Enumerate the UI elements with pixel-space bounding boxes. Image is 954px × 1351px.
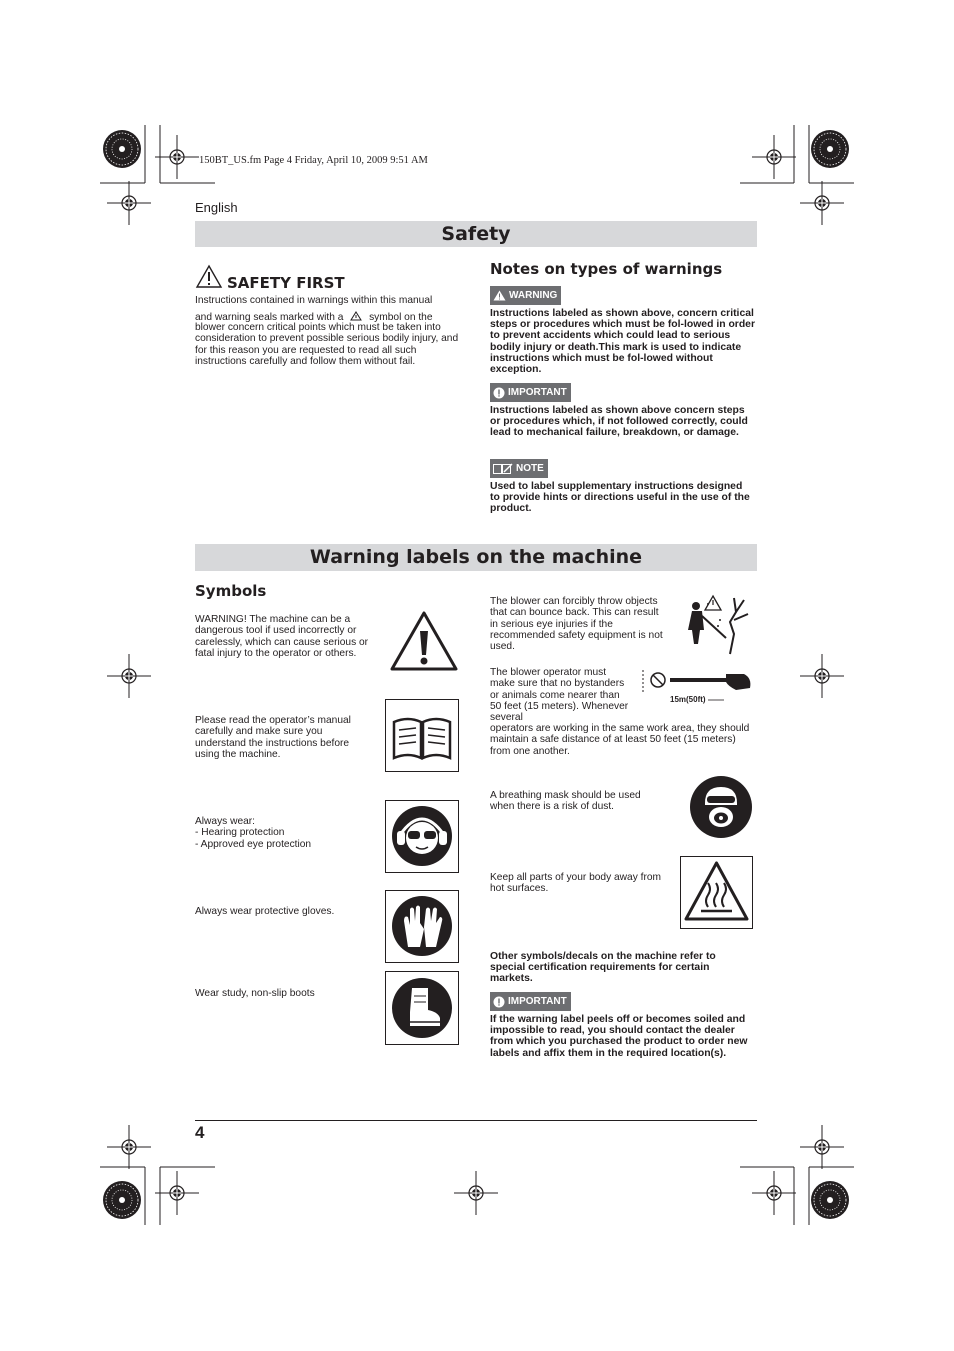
thrown-objects-icon — [672, 592, 756, 662]
safety-heading: Safety — [195, 221, 757, 247]
symbols-title: Symbols — [195, 582, 267, 600]
note-description: Used to label supplementary instructions designed to provide hints or directions useful in the use of the product. — [490, 481, 750, 515]
exclamation-circle-icon — [493, 387, 505, 399]
note-pencil-icon — [493, 463, 513, 475]
hot-surface-icon — [680, 856, 753, 929]
warning-tag — [490, 286, 561, 305]
labels-important-tag — [490, 992, 571, 1011]
labels-important-tag-label: IMPORTANT — [508, 996, 567, 1007]
safety-first-body: blower concern critical points which must be taken into consideration to prevent possible serious bodily injury, and for this reason you are requested to read all such instructions carefully and follow them without fail. — [195, 322, 459, 367]
other-symbols-text: Other symbols/decals on the machine refer to special certification requirements for certain markets. — [490, 951, 716, 985]
symbol-distance-text-1: The blower operator must make sure that no bystanders or animals come nearer than 50 feet (15 meters). Whenever several — [490, 667, 629, 724]
wear-eye: - Approved eye protection — [195, 838, 312, 850]
safety-first-line2b: symbol on the — [369, 312, 433, 323]
label-replacement-text: If the warning label peels off or becomes soiled and impossible to read, you should contact the dealer from which you purchased the product to order new labels and affix them in the required location(s). — [490, 1014, 748, 1059]
symbol-manual-text: Please read the operator’s manual carefully and make sure you understand the instructions before using the machine. — [195, 715, 351, 760]
warning-tag-label: WARNING — [509, 290, 558, 301]
breathing-mask-icon — [689, 775, 753, 839]
important-description: Instructions labeled as shown above concern steps or procedures which, if not followed correctly, could lead to mechanical failure, breakdown, or damage. — [490, 405, 748, 439]
inline-warning-icon — [350, 311, 362, 321]
footer-rule — [195, 1120, 757, 1121]
language-label: English — [195, 200, 238, 215]
read-manual-icon — [385, 699, 459, 772]
symbol-warning-text: WARNING! The machine can be a dangerous tool if used incorrectly or carelessly, which can cause serious or fatal injury to the operator or others. — [195, 614, 369, 659]
note-tag-label: NOTE — [516, 463, 544, 474]
warning-labels-heading: Warning labels on the machine — [195, 544, 757, 571]
symbol-boots-text: Wear study, non-slip boots — [195, 988, 315, 999]
warning-triangle-icon — [195, 264, 223, 289]
note-tag — [490, 459, 548, 478]
safe-distance-icon — [640, 664, 756, 708]
symbol-gloves-text: Always wear protective gloves. — [195, 906, 335, 917]
warning-exclamation-icon — [388, 609, 460, 673]
important-tag-label: IMPORTANT — [508, 387, 567, 398]
symbol-distance-text-2: operators are working in the same work area, they should maintain a safe distance of at least 50 feet (15 meters) from one another. — [490, 723, 750, 757]
symbol-wear-text — [195, 816, 370, 850]
important-tag — [490, 383, 571, 402]
symbol-mask-text: A breathing mask should be used when there is a risk of dust. — [490, 790, 641, 813]
ear-eye-protection-icon — [385, 800, 459, 873]
boots-icon — [385, 971, 459, 1045]
file-header: 150BT_US.fm Page 4 Friday, April 10, 2009 9:51 AM — [199, 155, 428, 166]
symbol-hot-text: Keep all parts of your body away from hot surfaces. — [490, 872, 662, 895]
warning-tag-icon — [493, 290, 506, 301]
safety-first-line1: Instructions contained in warnings within this manual — [195, 295, 433, 306]
symbol-throw-text: The blower can forcibly throw objects that can bounce back. This can result in serious eye injuries if the recommended safety equipment is not used. — [490, 596, 663, 653]
wear-hearing: - Hearing protection — [195, 827, 285, 839]
gloves-icon — [385, 890, 459, 963]
notes-title: Notes on types of warnings — [490, 260, 723, 278]
warning-description: Instructions labeled as shown above, concern critical steps or procedures which must be fol-lowed in order to prevent accidents which could lead to serious bodily injury or death.This mark is used to indicate instructions which must be fol-lowed without exception. — [490, 308, 756, 376]
safety-first-line2a: and warning seals marked with a — [195, 312, 344, 323]
page-number: 4 — [195, 1123, 205, 1142]
distance-label: 15m(50ft) — [670, 695, 706, 704]
wear-title: Always wear: — [195, 816, 256, 827]
exclamation-circle-icon — [493, 996, 505, 1008]
safety-first-title: SAFETY FIRST — [227, 274, 345, 292]
